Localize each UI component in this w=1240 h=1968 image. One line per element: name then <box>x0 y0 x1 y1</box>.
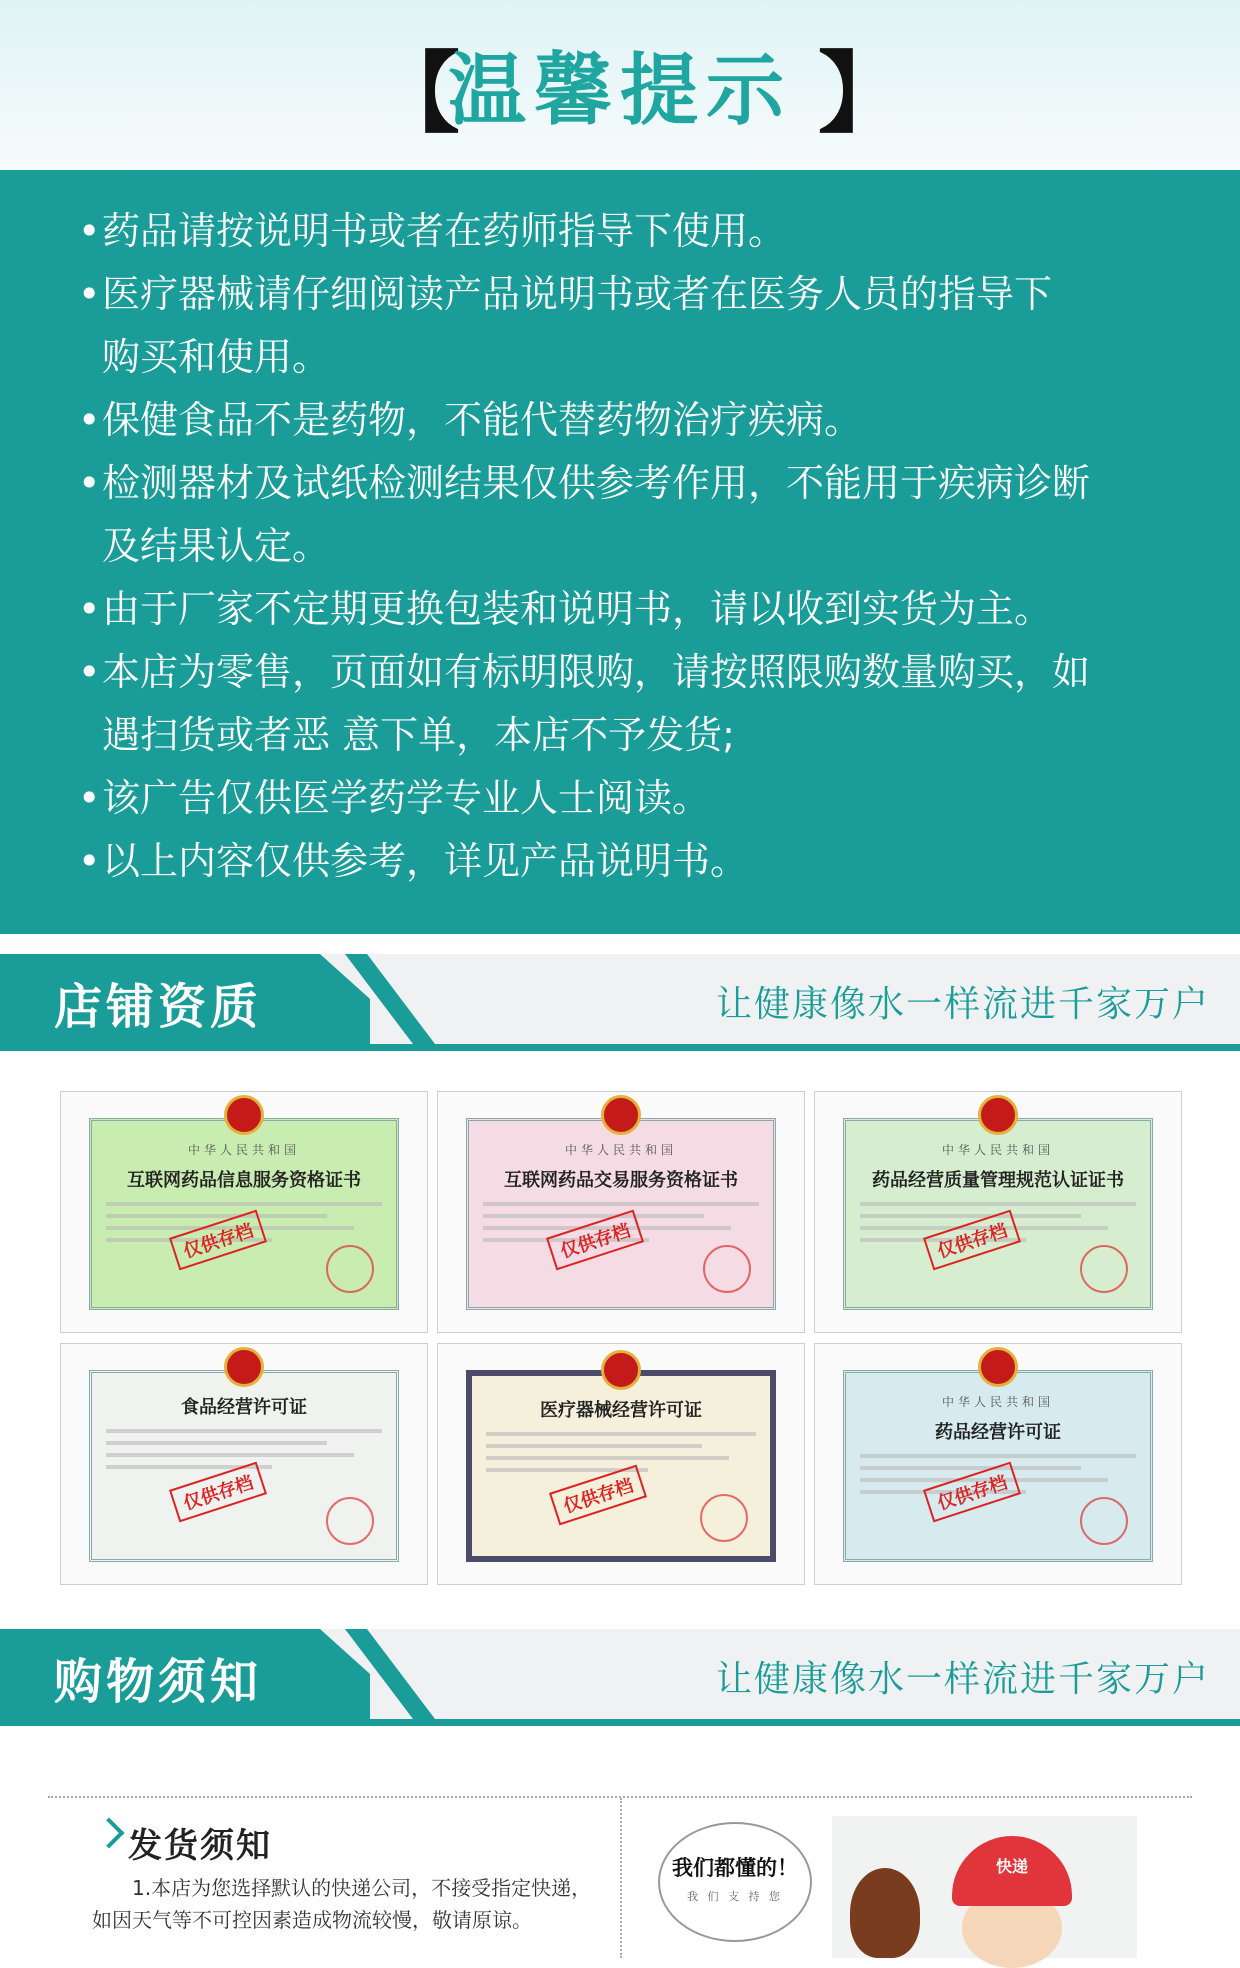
section-title: 购物须知 <box>54 1654 263 1710</box>
chevron-right-icon <box>93 1817 124 1848</box>
tip-item: • 本店为零售，页面如有标明限购，请按照限购数量购买，如 遇扫货或者恶 意下单，本店不予发货; <box>78 641 1182 767</box>
right-bracket: 】 <box>818 42 907 145</box>
tip-item: • 检测器材及试纸检测结果仅供参考作用，不能用于疾病诊断 及结果认定。 <box>78 452 1182 578</box>
tip-item: • 由于厂家不定期更换包装和说明书，请以收到实货为主。 <box>78 578 1182 641</box>
archive-stamp: 仅供存档 <box>923 1462 1021 1523</box>
certificate-card[interactable] <box>437 1343 805 1585</box>
tip-item: • 药品请按说明书或者在药师指导下使用。 <box>78 200 1182 263</box>
certificate-paper <box>466 1370 776 1562</box>
section-slogan: 让健康像水一样流进千家万户 <box>715 984 1210 1025</box>
archive-stamp: 仅供存档 <box>169 1210 267 1271</box>
national-emblem-icon <box>601 1095 641 1135</box>
certificate-paper <box>843 1370 1153 1562</box>
shipping-notice <box>0 1726 1240 1958</box>
section-title: 店铺资质 <box>54 979 263 1035</box>
courier-illustration <box>832 1816 1137 1958</box>
official-seal-icon <box>1080 1245 1128 1293</box>
section-qualification-header <box>0 954 1240 1051</box>
national-emblem-icon <box>224 1095 264 1135</box>
tip-item: • 保健食品不是药物，不能代替药物治疗疾病。 <box>78 389 1182 452</box>
certificate-title: 互联网药品信息服务资格证书 <box>127 1170 361 1191</box>
certificate-paper <box>466 1118 776 1310</box>
certificate-nation: 中华人民共和国 <box>564 1143 677 1157</box>
national-emblem-icon <box>978 1347 1018 1387</box>
archive-stamp: 仅供存档 <box>923 1210 1021 1271</box>
certificate-nation: 中华人民共和国 <box>941 1143 1054 1157</box>
certificate-title: 互联网药品交易服务资格证书 <box>504 1170 738 1191</box>
shipping-title: 发货须知 <box>128 1826 272 1866</box>
national-emblem-icon <box>601 1350 641 1390</box>
official-seal-icon <box>1080 1497 1128 1545</box>
section-slogan: 让健康像水一样流进千家万户 <box>715 1659 1210 1700</box>
section-shopping-header <box>0 1629 1240 1726</box>
certificate-title: 医疗器械经营许可证 <box>540 1400 702 1421</box>
national-emblem-icon <box>978 1095 1018 1135</box>
shipping-text: 1.本店为您选择默认的快递公司，不接受指定快递， 如因天气等不可控因素造成物流较慢，敬请原谅。 <box>92 1876 592 1932</box>
tip-item: • 医疗器械请仔细阅读产品说明书或者在医务人员的指导下 购买和使用。 <box>78 263 1182 389</box>
courier-cap: 快递 <box>952 1836 1072 1906</box>
certificate-card[interactable] <box>814 1343 1182 1585</box>
certificate-grid <box>0 1051 1240 1629</box>
archive-stamp: 仅供存档 <box>549 1465 647 1526</box>
tips-header <box>0 0 1240 170</box>
tips-panel <box>0 170 1240 934</box>
tip-item: • 该广告仅供医学药学专业人士阅读。 <box>78 767 1182 830</box>
tip-item: • 以上内容仅供参考，详见产品说明书。 <box>78 830 1182 893</box>
certificate-title: 药品经营质量管理规范认证证书 <box>872 1170 1124 1191</box>
certificate-paper <box>843 1118 1153 1310</box>
tips-title: 温馨提示 <box>447 46 792 136</box>
official-seal-icon <box>700 1494 748 1542</box>
certificate-nation: 中华人民共和国 <box>941 1395 1054 1409</box>
girl-illustration <box>850 1868 920 1958</box>
certificate-card[interactable] <box>437 1091 805 1333</box>
official-seal-icon <box>703 1245 751 1293</box>
certificate-card[interactable] <box>60 1091 428 1333</box>
certificate-card[interactable] <box>814 1091 1182 1333</box>
certificate-nation: 中华人民共和国 <box>187 1143 300 1157</box>
official-seal-icon <box>326 1245 374 1293</box>
archive-stamp: 仅供存档 <box>546 1210 644 1271</box>
certificate-title: 食品经营许可证 <box>181 1397 307 1418</box>
certificate-paper <box>89 1118 399 1310</box>
speech-bubble: 我们都懂的！ 我 们 支 持 您 <box>658 1822 812 1942</box>
official-seal-icon <box>326 1497 374 1545</box>
left-bracket: 【 <box>372 42 461 145</box>
national-emblem-icon <box>224 1347 264 1387</box>
certificate-title: 药品经营许可证 <box>935 1422 1061 1443</box>
tips-list <box>0 200 1240 893</box>
archive-stamp: 仅供存档 <box>169 1462 267 1523</box>
certificate-paper <box>89 1370 399 1562</box>
certificate-card[interactable] <box>60 1343 428 1585</box>
